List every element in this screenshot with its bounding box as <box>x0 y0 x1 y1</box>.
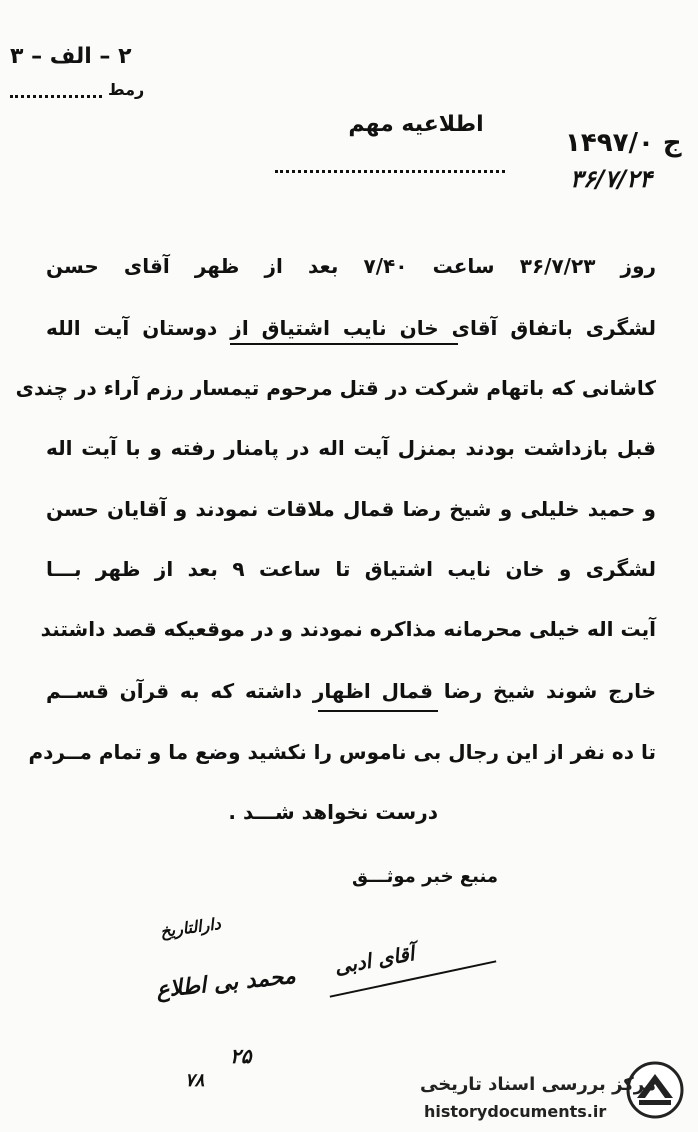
document-title: اطلاعیه مهم <box>348 112 484 137</box>
watermark-url[interactable]: historydocuments.ir <box>424 1102 607 1121</box>
underline-mark <box>230 343 458 345</box>
handwritten-note: محمد بی اطلاع <box>155 962 297 1004</box>
handwritten-number: ۷۸ <box>185 1070 205 1091</box>
document-number: ج ۱۴۹۷/۰ <box>565 128 682 158</box>
body-line: تا ده نفر از این رجال بی ناموس را نکشید وضع ما و تمام مــردم <box>28 740 656 764</box>
body-line: و حمید خلیلی و شیخ رضا قمال ملاقات نمودند و آقایان حسن <box>46 497 656 521</box>
reference-subcode: رمط <box>108 80 145 99</box>
body-line: لشگری باتفاق آقای خان نایب اشتیاق از دوستان آیت الله <box>46 316 656 340</box>
watermark-text: مرکز بررسی اسناد تاریخی <box>420 1074 657 1095</box>
body-line: روز ۳۶/۷/۲۳ ساعت ۷/۴۰ بعد از ظهر آقای حسن <box>46 254 657 278</box>
reference-dotted-rule <box>10 95 102 98</box>
body-line: کاشانی که باتهام شرکت در قتل مرحوم تیمسار رزم آراء در چندی <box>15 376 656 400</box>
body-line: لشگری و خان نایب اشتیاق تا ساعت ۹ بعد از ظهر بـــا <box>46 557 656 581</box>
document-date: ۳۶/۷/۲۴ <box>570 165 652 193</box>
reference-code: ۲ – الف – ۳ <box>10 44 132 69</box>
body-line: قبل بازداشت بودند بمنزل آیت اله در پامنار رفته و با آیت اله <box>46 436 656 460</box>
handwritten-signature: آقای ادبی <box>332 941 417 979</box>
handwritten-note: دارالتاریخ <box>158 913 222 942</box>
underline-mark <box>318 710 438 712</box>
source-note: منبع خبر موثـــق <box>351 866 498 887</box>
body-line: خارج شوند شیخ رضا قمال اظهار داشته که به قرآن قســم <box>46 679 656 703</box>
body-line: درست نخواهد شـــد . <box>228 800 438 824</box>
body-line: آیت اله خیلی محرمانه مذاکره نمودند و در موقعیکه قصد داشتند <box>40 617 656 641</box>
handwritten-number: ۲۵ <box>230 1044 252 1068</box>
title-dotted-rule <box>275 170 505 173</box>
